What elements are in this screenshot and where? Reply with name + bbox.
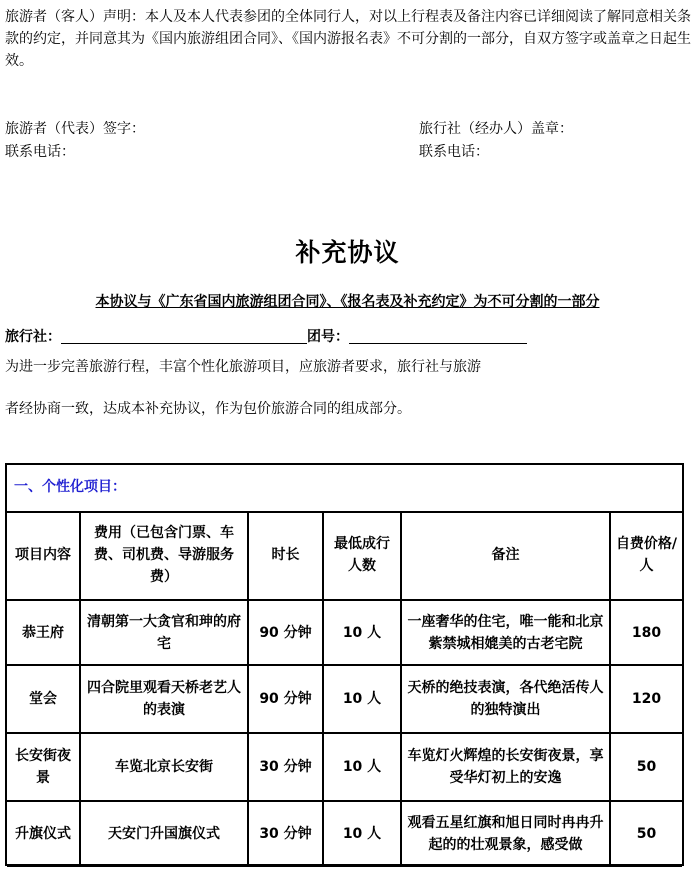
agency-group-fields xyxy=(5,326,527,346)
cell-item: 恭王府 xyxy=(7,600,80,665)
agency-label: 旅行社： xyxy=(5,329,61,345)
cell-item: 长安街夜景 xyxy=(7,733,80,801)
header-item: 项目内容 xyxy=(7,511,80,600)
table-row xyxy=(7,600,682,665)
cell-min-people: 10 人 xyxy=(323,733,401,801)
header-fee: 费用（已包含门票、车费、司机费、导游服务费） xyxy=(80,511,248,600)
cell-price: 120 xyxy=(610,665,682,733)
header-min-people: 最低成行人数 xyxy=(323,511,401,600)
cell-item: 堂会 xyxy=(7,665,80,733)
table-row xyxy=(7,733,682,801)
cell-price: 50 xyxy=(610,801,682,866)
cell-fee: 车览北京长安街 xyxy=(80,733,248,801)
agency-blank[interactable] xyxy=(61,329,307,344)
header-remarks: 备注 xyxy=(401,511,610,600)
cell-remarks: 一座奢华的住宅，唯一能和北京紫禁城相媲美的古老宅院 xyxy=(401,600,610,665)
section-title: 一、个性化项目： xyxy=(7,465,682,513)
cell-duration: 30 分钟 xyxy=(248,733,323,801)
agency-phone-label: 联系电话： xyxy=(419,144,489,160)
table-header-row xyxy=(7,511,682,600)
cell-price: 50 xyxy=(610,733,682,801)
cell-price: 180 xyxy=(610,600,682,665)
cell-min-people: 10 人 xyxy=(323,665,401,733)
group-label: 团号： xyxy=(307,329,349,345)
cell-min-people: 10 人 xyxy=(323,801,401,866)
custom-items-table-box xyxy=(5,463,684,866)
custom-items-table xyxy=(7,511,682,867)
agreement-subtitle: 本协议与《广东省国内旅游组团合同》、《报名表及补充约定》为不可分割的一部分 xyxy=(95,294,600,310)
cell-remarks: 天桥的绝技表演，各代绝活传人的独特演出 xyxy=(401,665,610,733)
cell-remarks: 车览灯火辉煌的长安街夜景，享受华灯初上的安逸 xyxy=(401,733,610,801)
table-row xyxy=(7,665,682,733)
header-duration: 时长 xyxy=(248,511,323,600)
traveler-signature-label: 旅游者（代表）签字： xyxy=(5,121,145,137)
cell-duration: 90 分钟 xyxy=(248,665,323,733)
intro-line-2: 者经协商一致，达成本补充协议，作为包价旅游合同的组成部分。 xyxy=(5,401,411,417)
agency-stamp-label: 旅行社（经办人）盖章： xyxy=(419,121,573,137)
header-price: 自费价格/人 xyxy=(610,511,682,600)
cell-fee: 天安门升国旗仪式 xyxy=(80,801,248,866)
traveler-phone-label: 联系电话： xyxy=(5,144,75,160)
intro-line-1: 为进一步完善旅游行程，丰富个性化旅游项目，应旅游者要求，旅行社与旅游 xyxy=(5,359,481,375)
table-row xyxy=(7,801,682,866)
cell-duration: 30 分钟 xyxy=(248,801,323,866)
traveler-declaration: 旅游者（客人）声明：本人及本人代表参团的全体同行人，对以上行程表及备注内容已详细阅读了解同意相关条款的约定，并同意其为《国内旅游组团合同》、《国内游报名表》不可分割的一部分，自双方签字或盖章之日起生效。 xyxy=(5,9,691,69)
group-number-blank[interactable] xyxy=(349,329,527,344)
cell-fee: 清朝第一大贪官和珅的府宅 xyxy=(80,600,248,665)
cell-duration: 90 分钟 xyxy=(248,600,323,665)
cell-remarks: 观看五星红旗和旭日同时冉冉升起的的壮观景象，感受做 xyxy=(401,801,610,866)
cell-item: 升旗仪式 xyxy=(7,801,80,866)
cell-min-people: 10 人 xyxy=(323,600,401,665)
cell-fee: 四合院里观看天桥老艺人的表演 xyxy=(80,665,248,733)
page-title: 补充协议 xyxy=(295,238,400,267)
